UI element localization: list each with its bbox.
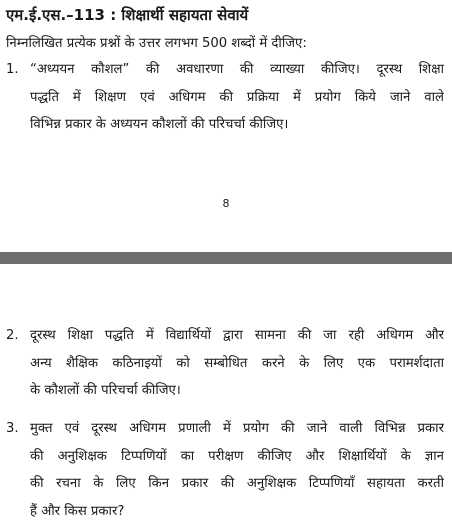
question-3: [6, 415, 444, 525]
question-text-line: के कौशलों की परिचर्चा कीजिए।: [30, 383, 181, 398]
question-number: 2.: [6, 328, 19, 343]
question-1-line-3: [6, 111, 444, 139]
question-text-line: मुक्त एवं दूरस्थ अधिगम प्रणाली में प्रयोग की जाने वाली विभिन्न प्रकार: [30, 421, 444, 436]
question-text-line: “अध्ययन कौशल” की अवधारणा की व्याख्या कीजिए। दूरस्थ शिक्षा: [30, 62, 444, 77]
question-text-line: की रचना के लिए किन प्रकार की अनुशिक्षक टिप्पणियाँ सहायता करती: [30, 476, 444, 491]
question-2-line-1: [6, 322, 444, 350]
question-number: 3.: [6, 421, 19, 436]
question-text-line: अन्य शैक्षिक कठिनाइयों को सम्बोधित करने के लिए एक परामर्शदाता: [30, 355, 444, 371]
course-title: एम.ई.एस.–113 : शिक्षार्थी सहायता सेवायें: [6, 6, 249, 24]
question-text-line: हैं और किस प्रकार?: [30, 503, 125, 519]
question-2-line-3: [6, 377, 444, 405]
question-1-line-2: [6, 84, 444, 112]
question-text-line: दूरस्थ शिक्षा पद्धति में विद्यार्थियों द्वारा सामना की जा रही अधिगम और: [30, 328, 444, 343]
page-break-band: [0, 252, 452, 264]
question-text-line: की अनुशिक्षक टिप्पणियों का परीक्षण कीजिए और शिक्षार्थियों के ज्ञान: [30, 448, 444, 464]
question-2: [6, 322, 444, 405]
question-3-line-2: [6, 443, 444, 471]
question-1: [6, 56, 444, 139]
instruction-text: निम्नलिखित प्रत्येक प्रश्नों के उत्तर लगभग 500 शब्दों में दीजिए:: [6, 36, 307, 51]
question-number: 1.: [6, 62, 19, 77]
question-3-line-3: [6, 470, 444, 498]
question-1-line-1: [6, 56, 444, 84]
page-number: 8: [222, 197, 230, 210]
question-3-line-4: [6, 498, 444, 526]
question-3-line-1: [6, 415, 444, 443]
question-text-line: विभिन्न प्रकार के अध्ययन कौशलों की परिचर्चा कीजिए।: [30, 117, 289, 132]
question-2-line-2: [6, 350, 444, 378]
question-text-line: पद्धति में शिक्षण एवं अधिगम की प्रक्रिया में प्रयोग किये जाने वाले: [30, 89, 444, 105]
